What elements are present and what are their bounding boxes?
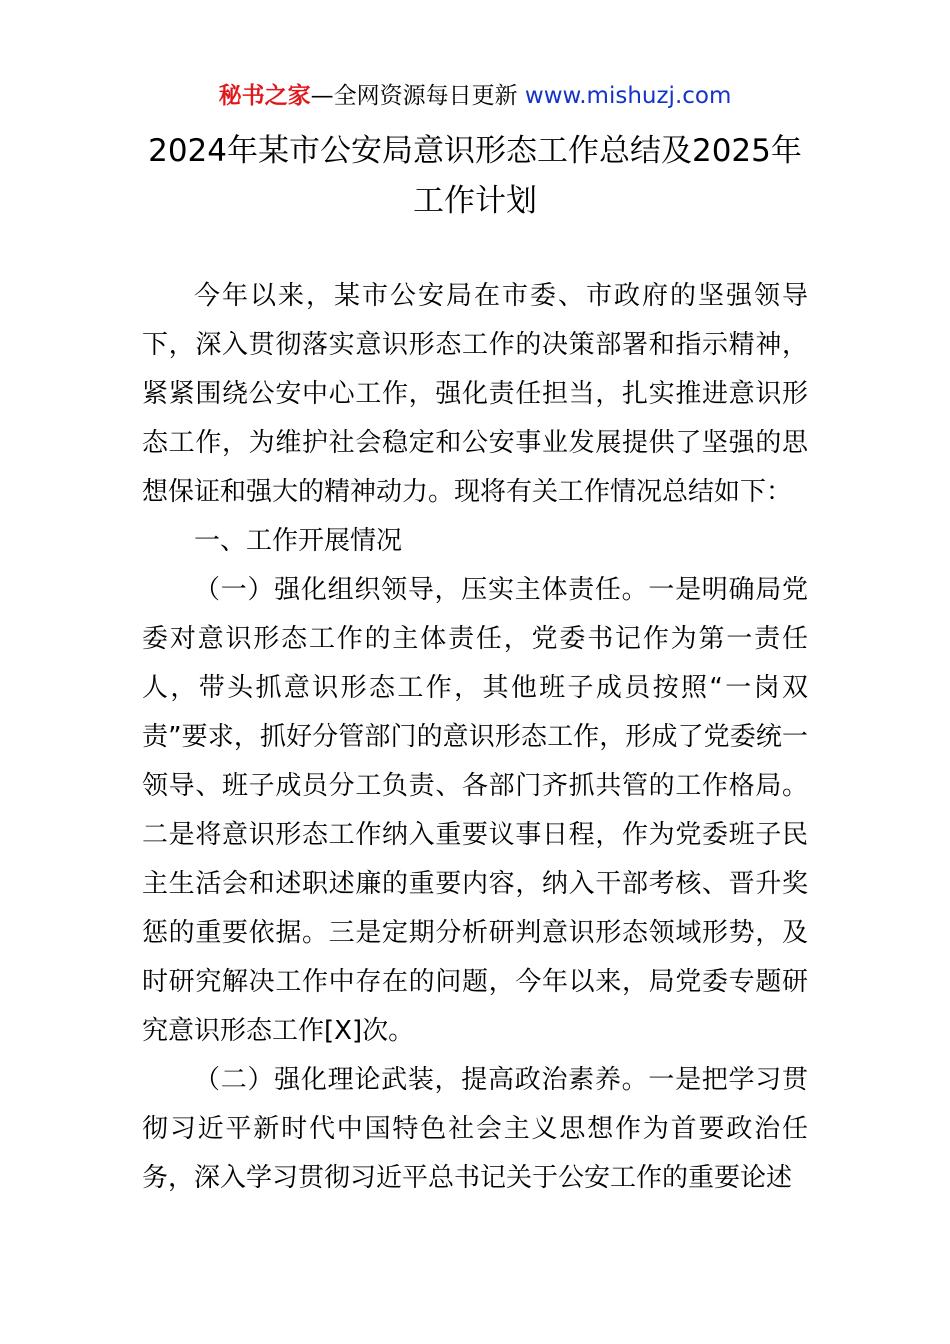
- header-tagline: —全网资源每日更新: [310, 83, 525, 109]
- intro-paragraph: 今年以来，某市公安局在市委、市政府的坚强领导下，深入贯彻落实意识形态工作的决策部署和指示精神，紧紧围绕公安中心工作，强化责任担当，扎实推进意识形态工作，为维护社会稳定和公安事业发展提供了坚强的思想保证和强大的精神动力。现将有关工作情况总结如下：: [142, 281, 808, 507]
- section-heading: 一、工作开展情况: [194, 526, 403, 556]
- site-header: [0, 80, 950, 112]
- site-url-link[interactable]: www.mishuzj.com: [524, 83, 732, 109]
- subsection-paragraph-1: （一）强化组织领导，压实主体责任。一是明确局党委对意识形态工作的主体责任，党委书记作为第一责任人，带头抓意识形态工作，其他班子成员按照“一岗双责”要求，抓好分管部门的意识形态工作，形成了党委统一领导、班子成员分工负责、各部门齐抓共管的工作格局。二是将意识形态工作纳入重要议事日程，作为党委班子民主生活会和述职述廉的重要内容，纳入干部考核、晋升奖惩的重要依据。三是定期分析研判意识形态领域形势，及时研究解决工作中存在的问题，今年以来，局党委专题研究意识形态工作[X]次。: [142, 575, 808, 1046]
- document-body: [142, 272, 808, 1203]
- document-title: 2024年某市公安局意识形态工作总结及2025年工作计划: [148, 133, 802, 219]
- subsection-paragraph-2: （二）强化理论武装，提高政治素养。一是把学习贯彻习近平新时代中国特色社会主义思想作为首要政治任务，深入学习贯彻习近平总书记关于公安工作的重要论述: [142, 1065, 808, 1193]
- brand-name: 秘书之家: [218, 83, 311, 109]
